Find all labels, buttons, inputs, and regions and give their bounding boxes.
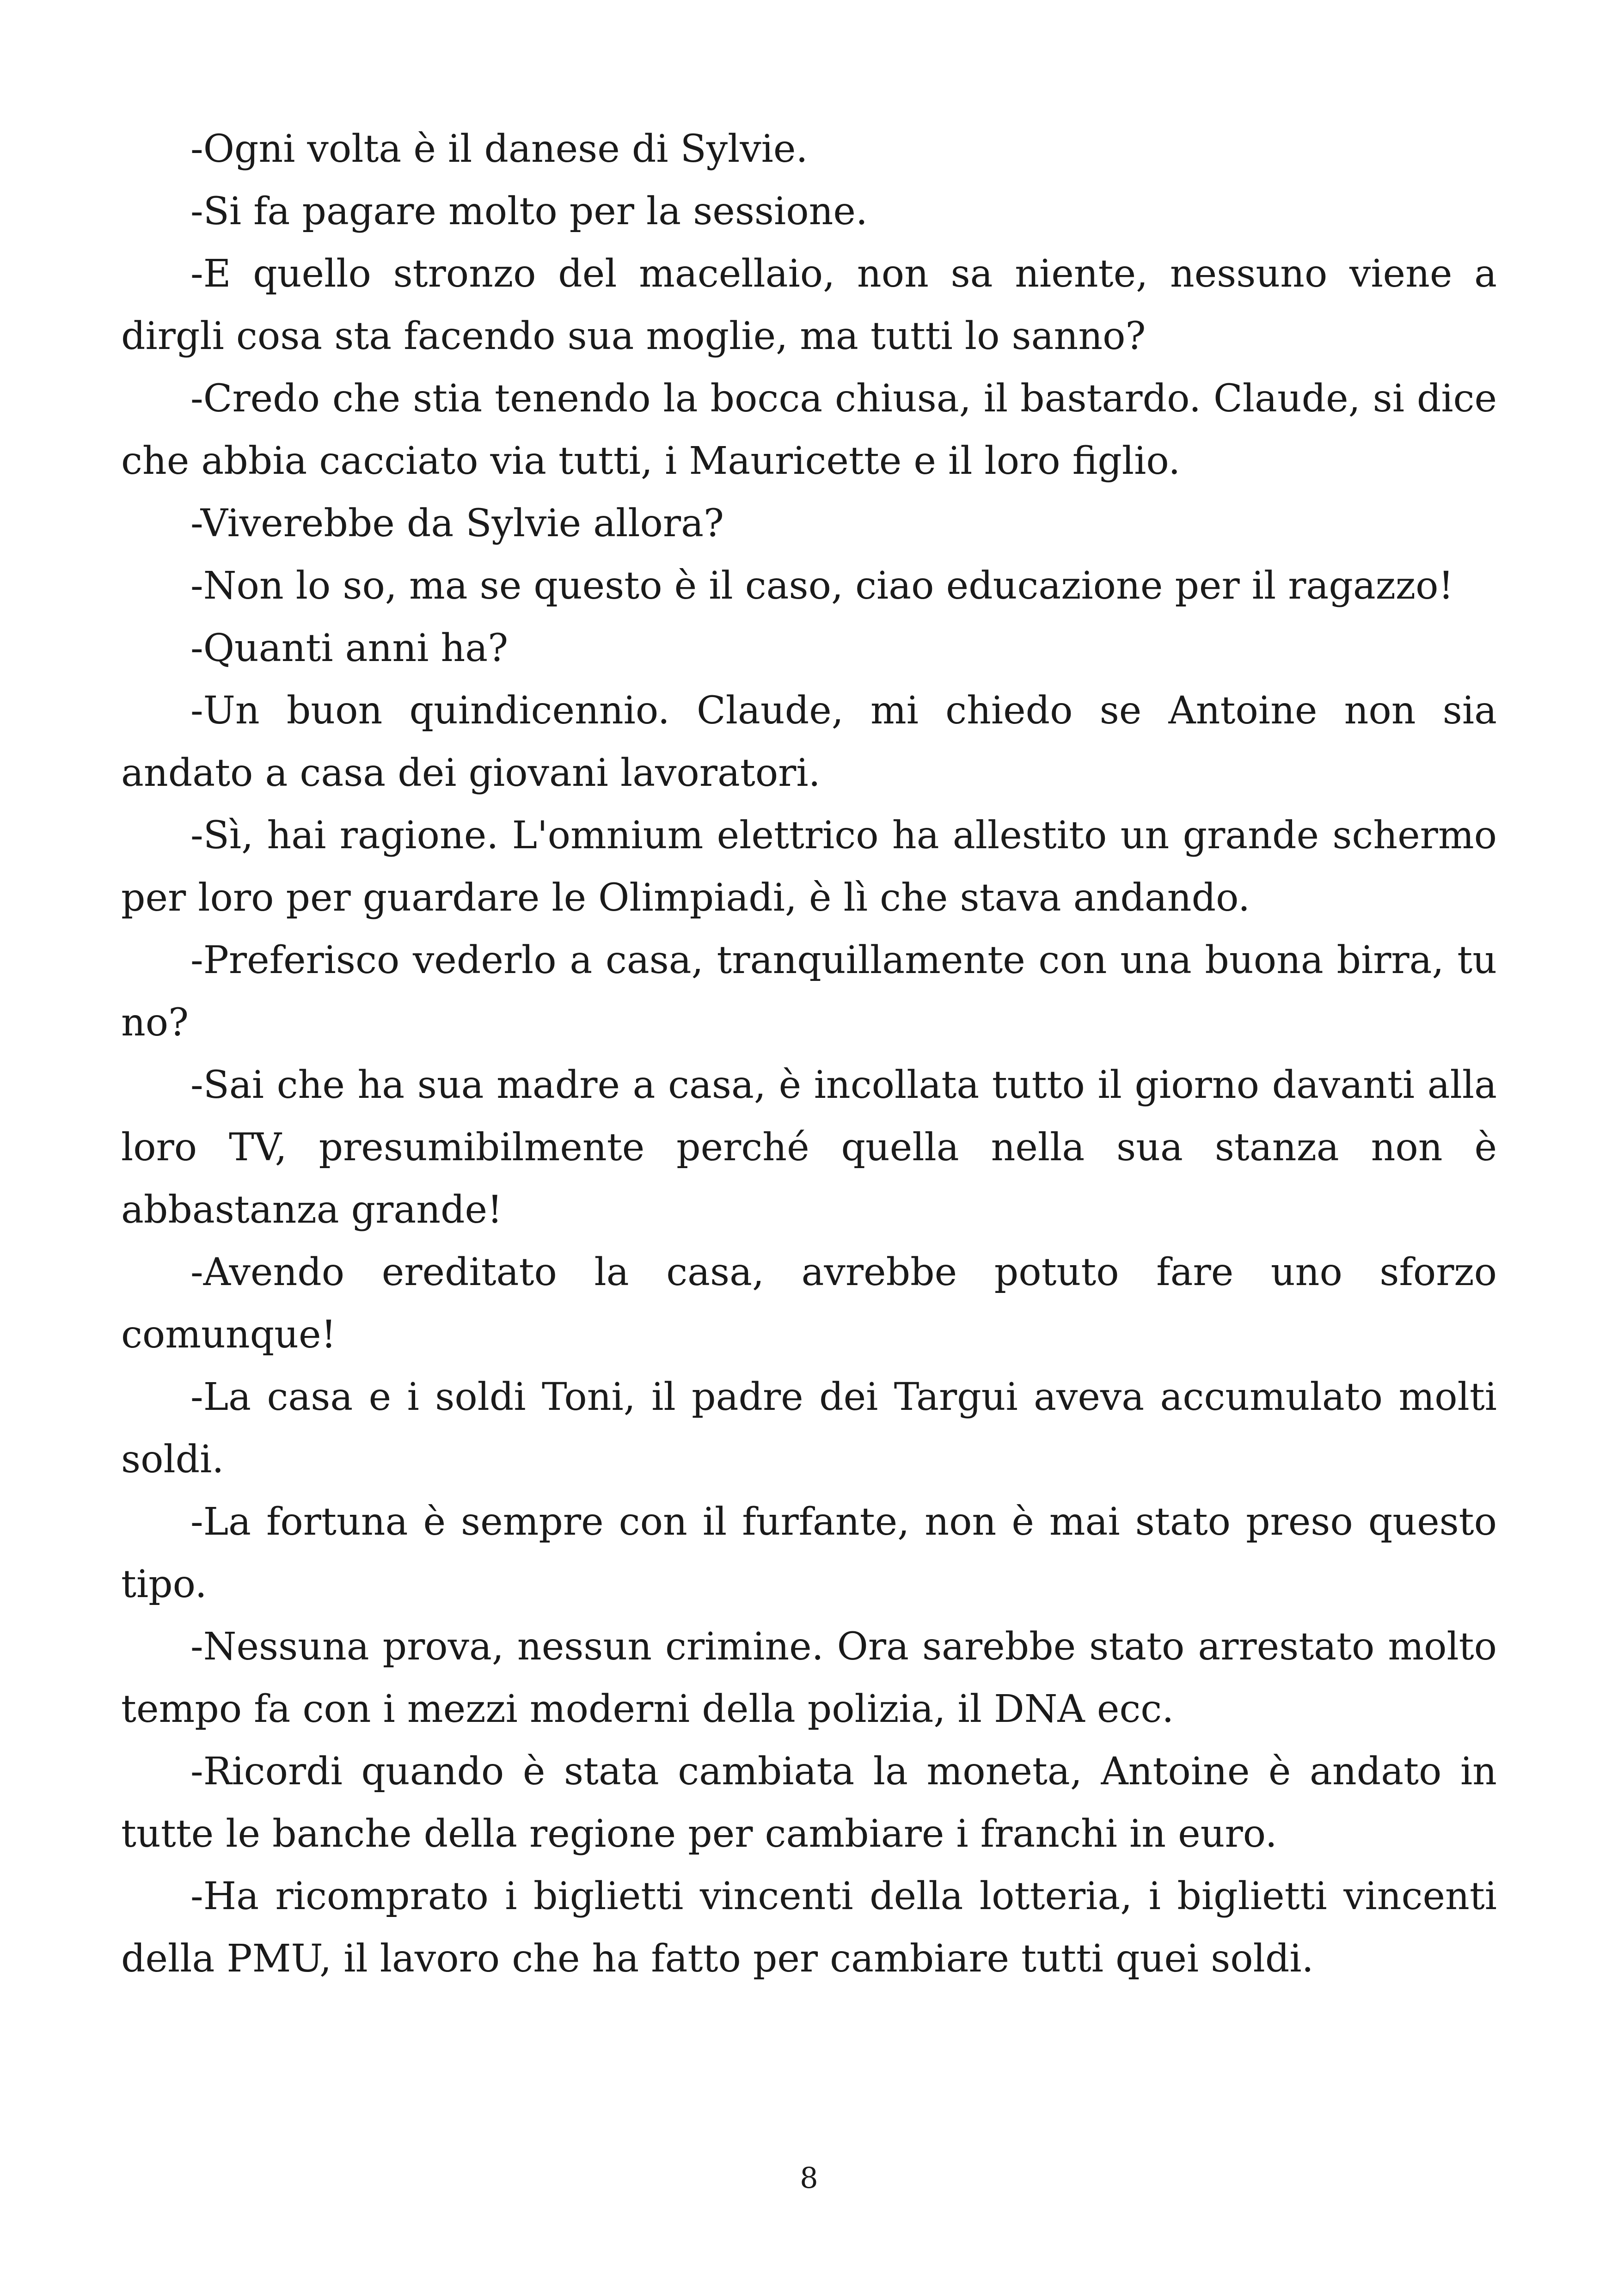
paragraph: -Preferisco vederlo a casa, tranquillamente con una buona birra, tu no? bbox=[121, 938, 1497, 1045]
paragraph: -Non lo so, ma se questo è il caso, ciao educazione per il ragazzo! bbox=[190, 564, 1454, 608]
paragraph: -Avendo ereditato la casa, avrebbe potuto fare uno sforzo comunque! bbox=[121, 1250, 1497, 1357]
paragraph: -Un buon quindicennio. Claude, mi chiedo se Antoine non sia andato a casa dei giovani lavoratori. bbox=[121, 689, 1497, 795]
paragraph: -Viverebbe da Sylvie allora? bbox=[190, 502, 724, 545]
body-text bbox=[121, 118, 1497, 1990]
paragraph: -Quanti anni ha? bbox=[190, 626, 509, 670]
paragraph: -Nessuna prova, nessun crimine. Ora sarebbe stato arrestato molto tempo fa con i mezzi moderni della polizia, il DNA ecc. bbox=[121, 1625, 1497, 1731]
paragraph: -E quello stronzo del macellaio, non sa niente, nessuno viene a dirgli cosa sta facendo sua moglie, ma tutti lo sanno? bbox=[121, 252, 1497, 358]
paragraph: -La casa e i soldi Toni, il padre dei Targui aveva accumulato molti soldi. bbox=[121, 1375, 1497, 1482]
paragraph: -La fortuna è sempre con il furfante, non è mai stato preso questo tipo. bbox=[121, 1500, 1497, 1606]
paragraph: -Sai che ha sua madre a casa, è incollata tutto il giorno davanti alla loro TV, presumibilmente perché quella nella sua stanza non è abbastanza grande! bbox=[121, 1063, 1497, 1232]
paragraph: -Ha ricomprato i biglietti vincenti della lotteria, i biglietti vincenti della PMU, il lavoro che ha fatto per cambiare tutti quei soldi. bbox=[121, 1874, 1497, 1981]
paragraph: -Ogni volta è il danese di Sylvie. bbox=[190, 127, 808, 171]
paragraph: -Si fa pagare molto per la sessione. bbox=[190, 190, 868, 233]
paragraph: -Credo che stia tenendo la bocca chiusa, il bastardo. Claude, si dice che abbia cacciato via tutti, i Mauricette e il loro figlio. bbox=[121, 377, 1497, 483]
paragraph: -Sì, hai ragione. L'omnium elettrico ha allestito un grande schermo per loro per guardare le Olimpiadi, è lì che stava andando. bbox=[121, 814, 1497, 920]
paragraph: -Ricordi quando è stata cambiata la moneta, Antoine è andato in tutte le banche della regione per cambiare i franchi in euro. bbox=[121, 1750, 1497, 1856]
page-number: 8 bbox=[800, 2161, 818, 2195]
